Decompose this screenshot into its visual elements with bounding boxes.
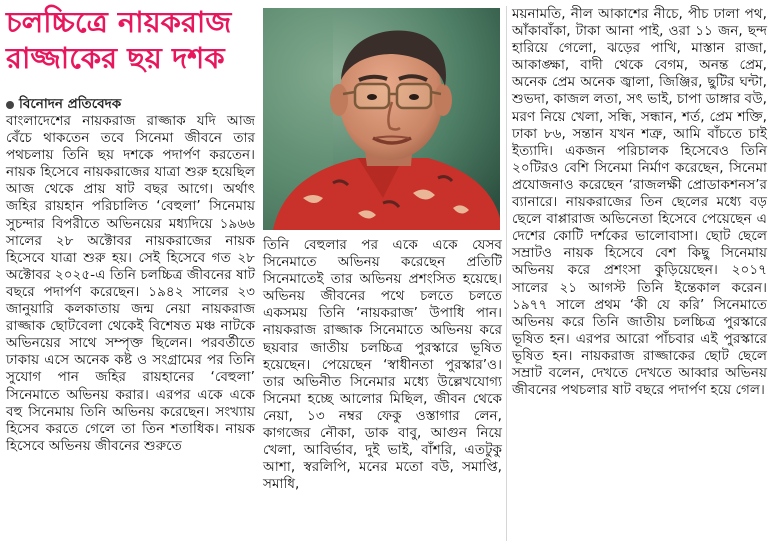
- bullet-icon: [6, 101, 14, 109]
- article-column-2: তিনি বেহুলার পর একে একে যেসব সিনেমাতে অভিনয় করেছেন প্রতিটি সিনেমাতেই তার অভিনয় প্রশংসিত হয়েছে। অভিনয় জীবনের পথে চলতে চলতে একসময় তিনি ‘নায়করাজ’ উপাধি পান। নায়করাজ রাজ্জাক সিনেমাতে অভিনয় করে ছয়বার জাতীয় চলচ্চিত্র পুরস্কারে ভূষিত হয়েছেন। পেয়েছেন ‘স্বাধীনতা পুরস্কার’ও। তার অভিনীত সিনেমার মধ্যে উল্লেখযোগ্য সিনেমা হচ্ছে আলোর মিছিল, জীবন থেকে নেয়া, ১৩ নম্বর ফেকু ওস্তাগার লেন, কাগজের নৌকা, ডাক বাবু, আগুন নিয়ে খেলা, আবির্ভাব, দুই ভাই, বাঁশরি, এতটুকু আশা, স্বরলিপি, মনের মতো বউ, সমাপ্তি, সমাধি,: [263, 237, 502, 493]
- headline: চলচ্চিত্রে নায়করাজ রাজ্জাকের ছয় দশক: [6, 5, 232, 75]
- article-column-1: বাংলাদেশের নায়করাজ রাজ্জাক যদি আজ বেঁচে থাকতেন তবে সিনেমা জীবনে তার পথচলায় তিনি ছয় দশকে পদার্পণ করতেন। নায়ক হিসেবে নায়করাজের যাত্রা শুরু হয়েছিল আজ থেকে প্রায় ষাট বছর আগে। অর্থাৎ জহির রায়হান পরিচালিত ‘বেহুলা’ সিনেমায় সুচন্দার বিপরীতে অভিনয়ের মধ্যদিয়ে ১৯৬৬ সালের ২৮ অক্টোবর নায়করাজের নায়ক হিসেবে যাত্রা শুরু হয়। সেই হিসেবে গত ২৮ অক্টোবর ২০২৫-এ তিনি চলচ্চিত্র জীবনের ষাট বছরে পদার্পণ করেছেন। ১৯৪২ সালের ২৩ জানুয়ারি কলকাতায় জন্ম নেয়া নায়করাজ রাজ্জাক ছোটবেলা থেকেই বিশেষত মঞ্চ নাটকে অভিনয়ের সাথে সম্পৃক্ত ছিলেন। পরবর্তীতে ঢাকায় এসে অনেক কষ্ট ও সংগ্রামের পর তিনি সুযোগ পান জহির রায়হানের ‘বেহুলা’ সিনেমাতে অভিনয় করার। এরপর একে একে বহু সিনেমায় তিনি অভিনয় করেছেন। সংখ্যায় হিসেব করতে গেলে তা তিন শতাধিক। নায়ক হিসেবে অভিনয় জীবনের শুরুতে: [6, 113, 255, 454]
- byline-text: বিনোদন প্রতিবেদক: [19, 96, 122, 112]
- portrait-photo: [263, 8, 500, 230]
- man-with-glasses-icon: [263, 8, 500, 230]
- column-divider: [506, 6, 507, 541]
- article-column-3: ময়নামতি, নীল আকাশের নীচে, পীচ ঢালা পথ, আঁকাবাঁকা, টাকা আনা পাই, ওরা ১১ জন, ছন্দ হারিয়ে গেলো, ঝড়ের পাখি, মাস্তান রাজা, আকাঙ্ক্ষা, বাদী থেকে বেগম, অনন্ত প্রেম, অনেক প্রেম অনেক জ্বালা, জিঞ্জির, ছুটির ঘন্টা, শুভদা, কাজল লতা, সৎ ভাই, চাপা ডাঙ্গার বউ, মরণ নিয়ে খেলা, সন্ধি, সন্ধান, শর্ত, প্রেম শক্তি, ঢাকা ৮৬, সন্তান যখন শত্রু, আমি বাঁচতে চাই ইত্যাদি। একজন পরিচালক হিসেবেও তিনি ২০টিরও বেশি সিনেমা নির্মাণ করেছেন, সিনেমা প্রযোজনাও করেছেন ‘রাজলক্ষী প্রোডাকশনস’র ব্যানারে। নায়করাজের তিন ছেলের মধ্যে বড় ছেলে বাপ্পারাজ অভিনেতা হিসেবে পেয়েছেন এ দেশের কোটি দর্শকের ভালোবাসা। ছোট ছেলে সম্রাটও নায়ক হিসেবে বেশ কিছু সিনেমায় অভিনয় করে প্রশংসা কুড়িয়েছেন। ২০১৭ সালের ২১ আগস্ট তিনি ইন্তেকাল করেন। ১৯৭৭ সালে প্রথম ‘কী যে করি’ সিনেমাতে অভিনয় করে তিনি জাতীয় চলচ্চিত্র পুরস্কারে ভূষিত হন। এরপর আরো পাঁচবার এই পুরস্কারে ভূষিত হন। নায়করাজ রাজ্জাকের ছোট ছেলে সম্রাট বলেন, দেখতে দেখতে আব্বার অভিনয় জীবনের পথচলার ষাট বছরে পদার্পণ হয়ে গেল।: [512, 6, 767, 399]
